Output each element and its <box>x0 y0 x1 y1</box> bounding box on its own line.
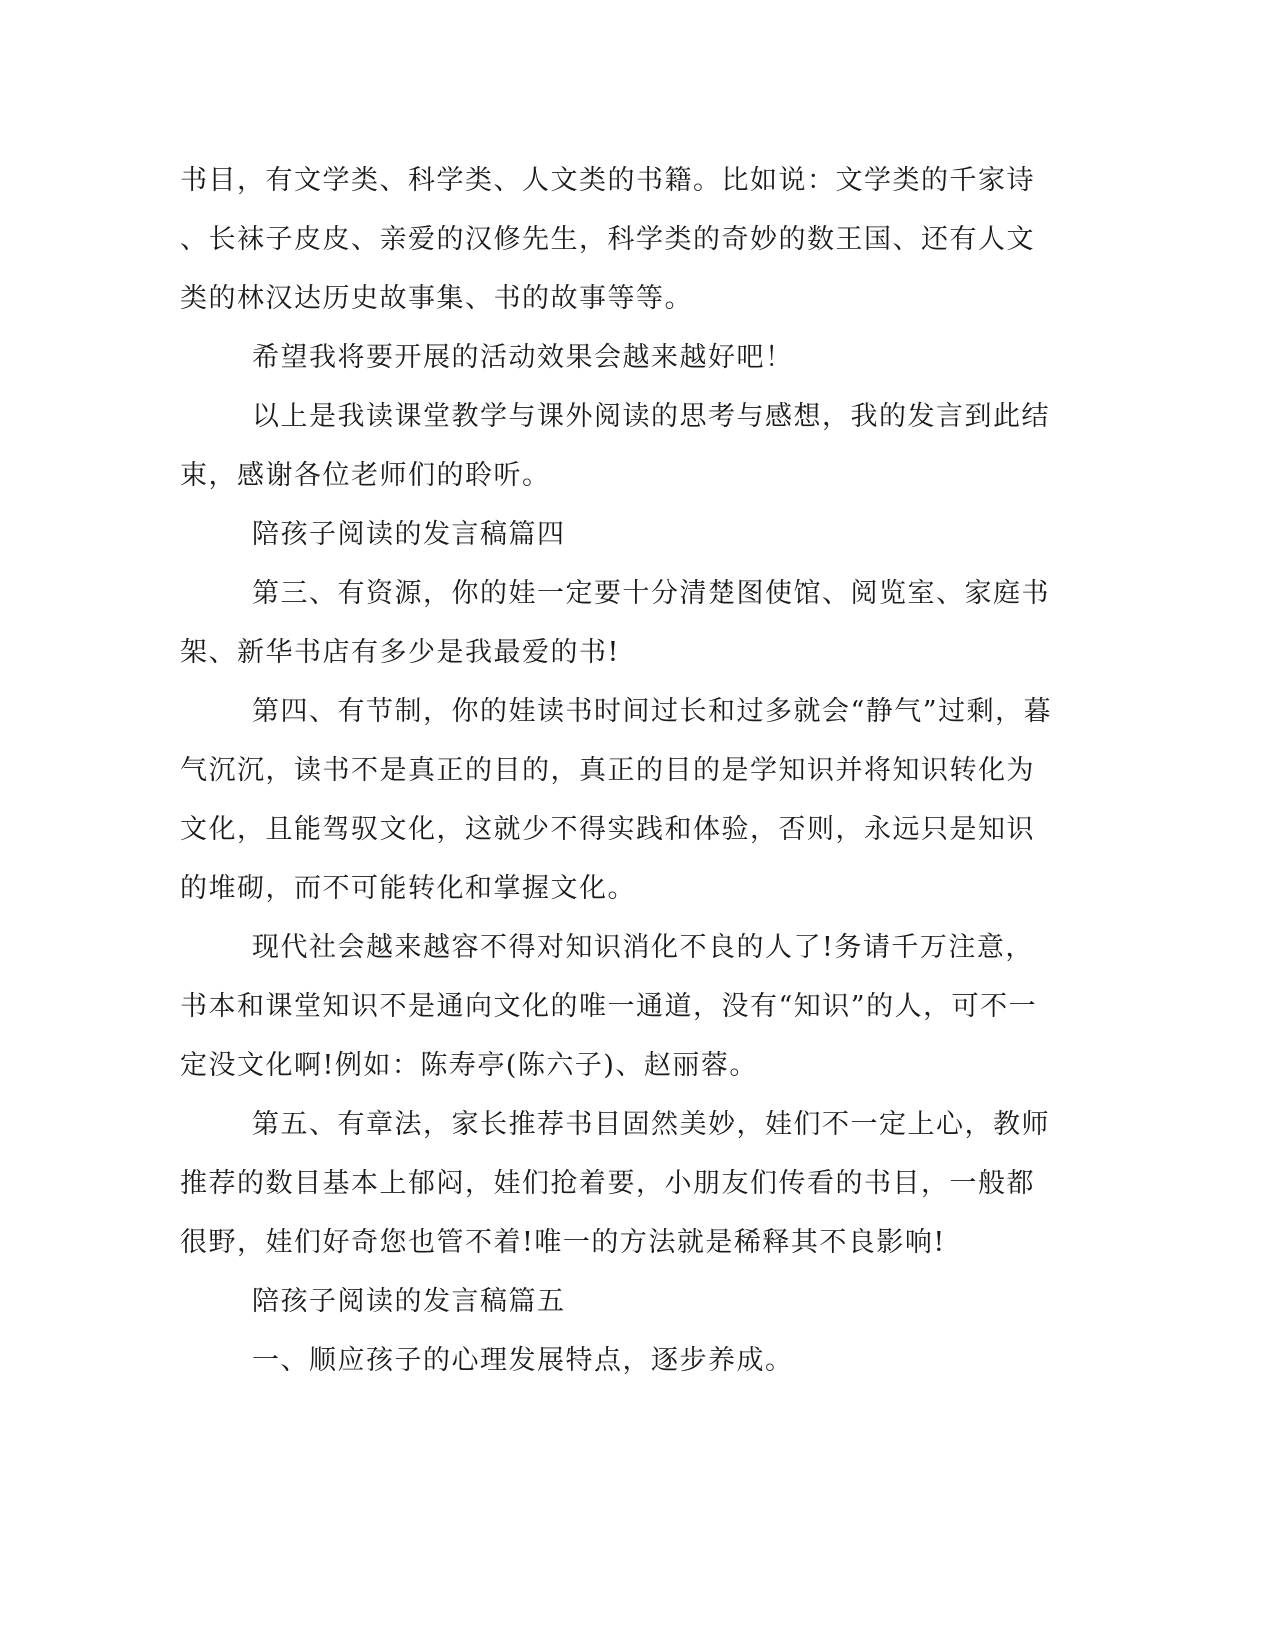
paragraph-start: 第四、有节制，你的娃读书时间过长和过多就会“静气”过剩，暮 <box>252 696 1053 727</box>
text-line: 推荐的数目基本上郁闷，娃们抢着要，小朋友们传看的书目，一般都 <box>180 1168 1035 1199</box>
paragraph-start: 以上是我读课堂教学与课外阅读的思考与感想，我的发言到此结 <box>252 401 1050 432</box>
text-line: 气沉沉，读书不是真正的目的，真正的目的是学知识并将知识转化为 <box>180 755 1035 786</box>
section-heading: 陪孩子阅读的发言稿篇五 <box>252 1286 566 1317</box>
text-line: 书本和课堂知识不是通向文化的唯一通道，没有“知识”的人，可不一 <box>180 991 1038 1022</box>
text-line: 架、新华书店有多少是我最爱的书! <box>180 637 620 668</box>
text-line: 的堆砌，而不可能转化和掌握文化。 <box>180 873 636 904</box>
text-line-1: 书目，有文学类、科学类、人文类的书籍。比如说：文学类的千家诗 <box>180 165 1035 196</box>
paragraph-start: 现代社会越来越容不得对知识消化不良的人了!务请千万注意， <box>252 932 1034 963</box>
text-line-2: 、长袜子皮皮、亲爱的汉修先生，科学类的奇妙的数王国、还有人文 <box>180 224 1035 255</box>
text-line: 束，感谢各位老师们的聆听。 <box>180 460 551 491</box>
text-line: 定没文化啊!例如：陈寿亭(陈六子)、赵丽蓉。 <box>180 1050 758 1081</box>
paragraph-start: 第三、有资源，你的娃一定要十分清楚图使馆、阅览室、家庭书 <box>252 578 1050 609</box>
text-line: 文化，且能驾驭文化，这就少不得实践和体验，否则，永远只是知识 <box>180 814 1035 845</box>
paragraph-start: 第五、有章法，家长推荐书目固然美妙，娃们不一定上心，教师 <box>252 1109 1050 1140</box>
paragraph-start: 一、顺应孩子的心理发展特点，逐步养成。 <box>252 1345 794 1376</box>
paragraph-start: 希望我将要开展的活动效果会越来越好吧！ <box>252 342 794 373</box>
text-line-3: 类的林汉达历史故事集、书的故事等等。 <box>180 283 693 314</box>
text-line: 很野，娃们好奇您也管不着!唯一的方法就是稀释其不良影响! <box>180 1227 946 1258</box>
section-heading: 陪孩子阅读的发言稿篇四 <box>252 519 566 550</box>
